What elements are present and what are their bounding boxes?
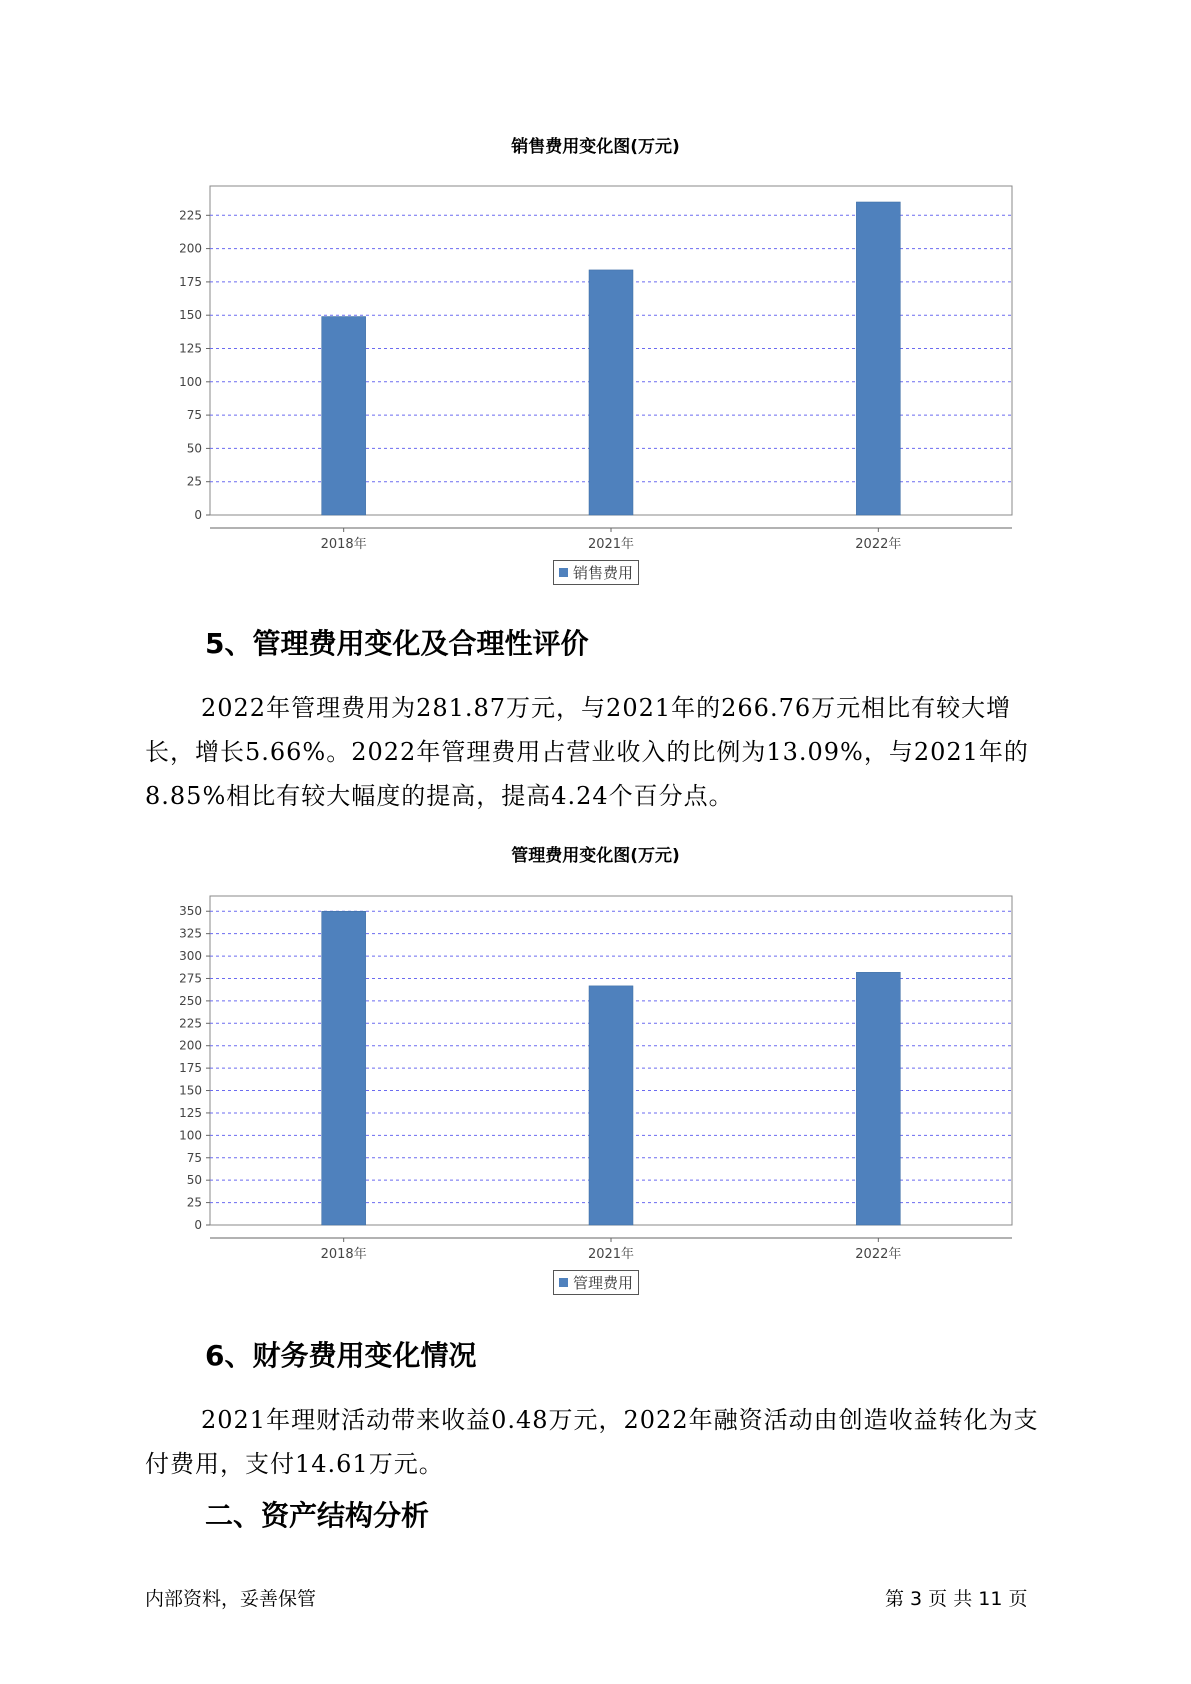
admin-ytick-label: 150 bbox=[179, 1083, 202, 1098]
admin-ytick-label: 300 bbox=[179, 949, 202, 964]
sales-expense-chart bbox=[0, 160, 1191, 552]
sales-xtick-label: 2022年 bbox=[855, 537, 902, 552]
legend-swatch bbox=[559, 568, 568, 577]
admin-ytick-label: 250 bbox=[179, 993, 202, 1008]
admin-ytick-label: 25 bbox=[186, 1195, 202, 1210]
admin-ytick-label: 75 bbox=[186, 1150, 202, 1165]
sales-ytick-label: 150 bbox=[179, 308, 202, 323]
admin-ytick-label: 175 bbox=[179, 1061, 202, 1076]
admin-bar bbox=[856, 972, 900, 1225]
sales-ytick-label: 25 bbox=[186, 474, 202, 489]
chart1-title: 销售费用变化图(万元) bbox=[511, 137, 680, 157]
admin-xtick-label: 2021年 bbox=[587, 1247, 635, 1262]
admin-expense-chart bbox=[0, 870, 1191, 1262]
sales-ytick-label: 50 bbox=[186, 441, 202, 456]
admin-ytick-label: 225 bbox=[179, 1016, 202, 1031]
sales-ytick-label: 200 bbox=[179, 241, 202, 256]
sales-xtick-label: 2018年 bbox=[320, 537, 367, 552]
section-heading-6: 6、财务费用变化情况 bbox=[205, 1339, 477, 1372]
admin-ytick-label: 50 bbox=[186, 1173, 202, 1188]
chart2-legend bbox=[553, 1270, 639, 1295]
sales-ytick-label: 125 bbox=[179, 341, 202, 356]
admin-ytick-label: 275 bbox=[179, 971, 202, 986]
sales-ytick-label: 75 bbox=[186, 408, 202, 423]
sales-ytick-label: 0 bbox=[194, 508, 202, 522]
footer-page-number: 第 3 页 共 11 页 bbox=[885, 1588, 1028, 1610]
chart1-legend bbox=[553, 560, 639, 585]
admin-ytick-label: 325 bbox=[179, 926, 202, 941]
admin-ytick-label: 200 bbox=[179, 1038, 202, 1053]
section-heading-asset-structure: 二、资产结构分析 bbox=[205, 1499, 430, 1532]
admin-bar bbox=[589, 986, 633, 1225]
legend-swatch bbox=[559, 1278, 568, 1287]
sales-ytick-label: 175 bbox=[179, 274, 202, 289]
chart1-legend-label: 销售费用 bbox=[573, 564, 634, 582]
admin-ytick-label: 350 bbox=[179, 904, 202, 919]
paragraph-finance-expense: 2021年理财活动带来收益0.48万元，2022年融资活动由创造收益转化为支付费用，支付14.61万元。 bbox=[145, 1406, 1039, 1478]
sales-bar bbox=[856, 202, 900, 515]
sales-ytick-label: 100 bbox=[179, 374, 202, 389]
chart2-title: 管理费用变化图(万元) bbox=[511, 846, 680, 866]
chart2-legend-label: 管理费用 bbox=[573, 1274, 634, 1292]
admin-ytick-label: 100 bbox=[179, 1128, 202, 1143]
sales-bar bbox=[322, 317, 366, 515]
admin-bar bbox=[322, 911, 366, 1225]
admin-ytick-label: 0 bbox=[194, 1218, 202, 1232]
admin-ytick-label: 125 bbox=[179, 1105, 202, 1120]
section-heading-5: 5、管理费用变化及合理性评价 bbox=[205, 627, 589, 660]
paragraph-admin-expense: 2022年管理费用为281.87万元，与2021年的266.76万元相比有较大增长，增长5.66%。2022年管理费用占营业收入的比例为13.09%，与2021年的8.85%相比有较大幅度的提高，提高4.24个百分点。 bbox=[145, 694, 1029, 810]
admin-xtick-label: 2018年 bbox=[320, 1247, 367, 1262]
sales-bar bbox=[589, 270, 633, 515]
admin-xtick-label: 2022年 bbox=[855, 1247, 902, 1262]
footer-confidential: 内部资料，妥善保管 bbox=[145, 1588, 317, 1610]
sales-ytick-label: 225 bbox=[179, 208, 202, 223]
sales-xtick-label: 2021年 bbox=[587, 537, 635, 552]
